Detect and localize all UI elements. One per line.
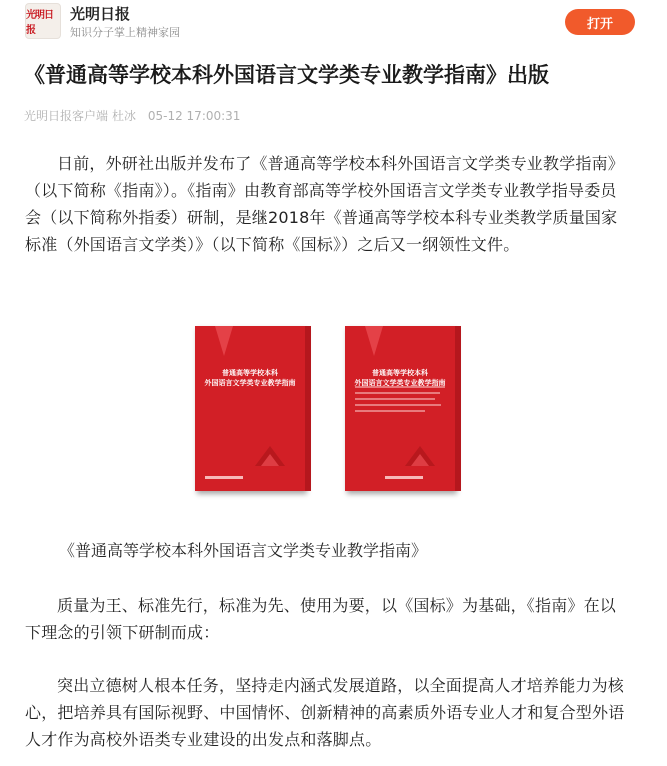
open-app-button[interactable]: 打开 bbox=[565, 9, 635, 35]
book-cover-image bbox=[189, 320, 469, 495]
book-cover-left-art bbox=[195, 326, 305, 491]
image-caption: 《普通高等学校本科外国语言文学类专业教学指南》 bbox=[59, 541, 428, 560]
book-left-title: 普通高等学校本科 外国语言文学类专业教学指南 bbox=[204, 369, 296, 387]
article-source: 光明日报客户端 bbox=[24, 109, 109, 123]
book-cover-right bbox=[345, 326, 455, 491]
app-slogan: 知识分子掌上精神家园 bbox=[70, 26, 180, 39]
app-name: 光明日报 bbox=[70, 5, 131, 23]
article-author: 杜冰 bbox=[112, 109, 137, 123]
article-title: 《普通高等学校本科外国语言文学类专业教学指南》出版 bbox=[24, 63, 549, 87]
app-logo-text: 光明日报 bbox=[26, 10, 53, 36]
book-cover-left bbox=[195, 326, 305, 491]
book-cover-right-art bbox=[345, 326, 455, 491]
book-right-title: 普通高等学校本科 外国语言文学类专业教学指南 bbox=[354, 369, 446, 387]
book-spine-right bbox=[455, 326, 461, 491]
app-logo[interactable] bbox=[25, 3, 61, 39]
article-time: 05-12 17:00:31 bbox=[147, 109, 241, 123]
book-spine-left bbox=[305, 326, 311, 491]
article-meta bbox=[24, 107, 248, 124]
app-header bbox=[0, 0, 667, 44]
article-paragraph-1: 日前，外研社出版并发布了《普通高等学校本科外国语言文学类专业教学指南》（以下简称《指南》）。《指南》由教育部高等学校外国语言文学类专业教学指导委员会（以下简称外指委）研制，是继2018年《普通高等学校本科专业类教学质量国家标准（外国语言文学类）》（以下简称《国标》）之后又一纲领性文件。 bbox=[25, 154, 625, 254]
article-paragraph-3: 突出立德树人根本任务，坚持走内涵式发展道路，以全面提高人才培养能力为核心，把培养具有国际视野、中国情怀、创新精神的高素质外语专业人才和复合型外语人才作为高校外语类专业建设的出发点和落脚点。 bbox=[25, 676, 625, 749]
article-paragraph-2: 质量为王、标准先行，标准为先、使用为要，以《国标》为基础，《指南》在以下理念的引领下研制而成： bbox=[25, 596, 617, 642]
